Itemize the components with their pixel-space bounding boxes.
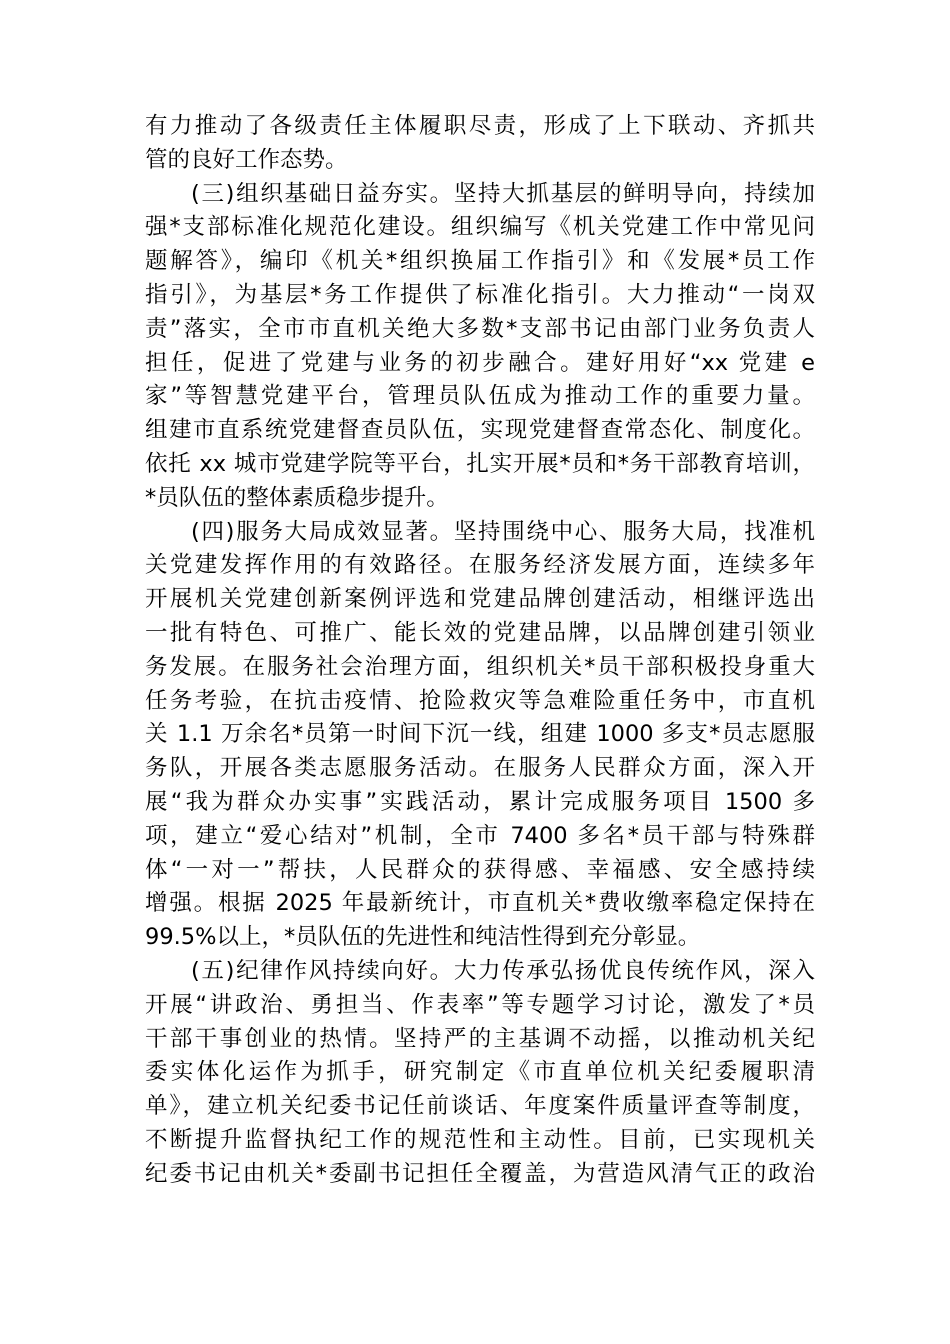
text-line: 一批有特色、可推广、能长效的党建品牌，以品牌创建引领业 bbox=[145, 619, 815, 646]
text-line: 干部干事创业的热情。坚持严的主基调不动摇，以推动机关纪 bbox=[145, 1025, 815, 1052]
text-line: 委实体化运作为抓手，研究制定《市直单位机关纪委履职清 bbox=[145, 1059, 815, 1086]
text-line: 纪委书记由机关*委副书记担任全覆盖，为营造风清气正的政治 bbox=[145, 1160, 815, 1187]
text-line: 关党建发挥作用的有效路径。在服务经济发展方面，连续多年 bbox=[145, 552, 815, 579]
text-line: 99.5%以上，*员队伍的先进性和纯洁性得到充分彰显。 bbox=[145, 924, 701, 951]
text-line: 项，建立“爱心结对”机制，全市 7400 多名*员干部与特殊群 bbox=[145, 822, 815, 849]
text-line: 展“我为群众办实事”实践活动，累计完成服务项目 1500 多 bbox=[145, 788, 815, 815]
text-line: *员队伍的整体素质稳步提升。 bbox=[145, 484, 449, 511]
text-line: 开展“讲政治、勇担当、作表率”等专题学习讨论，激发了*员 bbox=[145, 991, 815, 1018]
text-line: 单》，建立机关纪委书记任前谈话、年度案件质量评查等制度， bbox=[145, 1093, 815, 1120]
text-line: 体“一对一”帮扶，人民群众的获得感、幸福感、安全感持续 bbox=[145, 856, 815, 883]
text-line: 家”等智慧党建平台，管理员队伍成为推动工作的重要力量。 bbox=[145, 383, 815, 410]
text-line: 担任，促进了党建与业务的初步融合。建好用好“xx 党建 e bbox=[145, 349, 815, 376]
section-heading-line: (三)组织基础日益夯实。坚持大抓基层的鲜明导向，持续加 bbox=[191, 180, 815, 207]
text-line: 有力推动了各级责任主体履职尽责，形成了上下联动、齐抓共 bbox=[145, 113, 815, 139]
document-body bbox=[145, 110, 815, 1225]
text-line: 增强。根据 2025 年最新统计，市直机关*费收缴率稳定保持在 bbox=[145, 890, 815, 917]
text-line: 责”落实，全市市直机关绝大多数*支部书记由部门业务负责人 bbox=[145, 315, 815, 342]
text-line: 不断提升监督执纪工作的规范性和主动性。目前，已实现机关 bbox=[145, 1126, 815, 1153]
text-line: 开展机关党建创新案例评选和党建品牌创建活动，相继评选出 bbox=[145, 586, 815, 613]
text-line: 依托 xx 城市党建学院等平台，扎实开展*员和*务干部教育培训， bbox=[145, 450, 815, 477]
text-line: 关 1.1 万余名*员第一时间下沉一线，组建 1000 多支*员志愿服 bbox=[145, 721, 815, 748]
text-line: 题解答》，编印《机关*组织换届工作指引》和《发展*员工作 bbox=[145, 248, 815, 275]
text-line: 指引》，为基层*务工作提供了标准化指引。大力推动“一岗双 bbox=[145, 281, 815, 308]
text-line bbox=[145, 1192, 815, 1226]
text-line: 务队，开展各类志愿服务活动。在服务人民群众方面，深入开 bbox=[145, 755, 815, 782]
text-line: 组建市直系统党建督查员队伍，实现党建督查常态化、制度化。 bbox=[145, 417, 815, 444]
text-line: 管的良好工作态势。 bbox=[145, 146, 348, 173]
section-heading-line: (四)服务大局成效显著。坚持围绕中心、服务大局，找准机 bbox=[191, 518, 815, 545]
section-heading-line: (五)纪律作风持续向好。大力传承弘扬优良传统作风，深入 bbox=[191, 957, 815, 984]
text-line: 任务考验，在抗击疫情、抢险救灾等急难险重任务中，市直机 bbox=[145, 687, 815, 714]
text-line: 强*支部标准化规范化建设。组织编写《机关党建工作中常见问 bbox=[145, 214, 815, 241]
text-line: 务发展。在服务社会治理方面，组织机关*员干部积极投身重大 bbox=[145, 653, 815, 680]
